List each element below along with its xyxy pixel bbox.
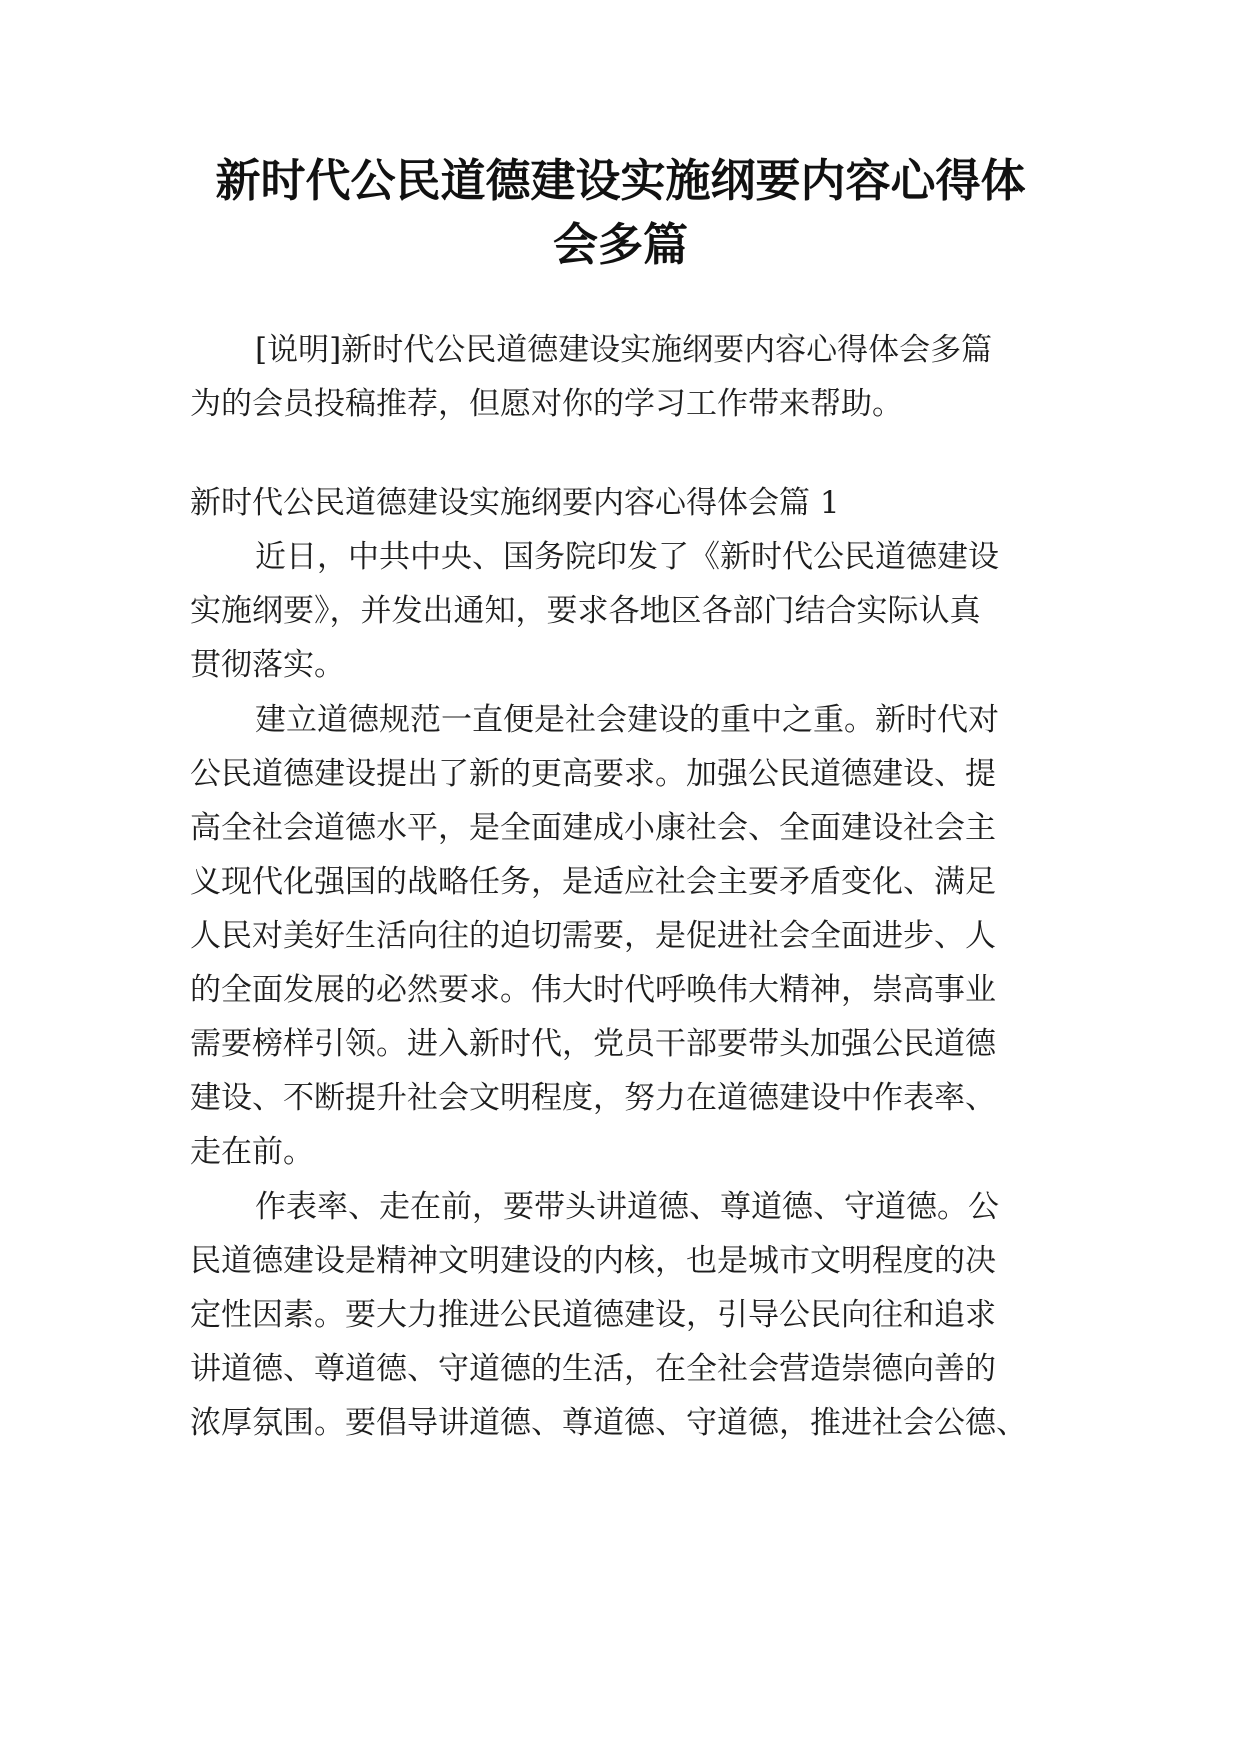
paragraph-line: 讲道德、尊道德、守道德的生活，在全社会营造崇德向善的 [190,1351,996,1387]
document-title-line-1: 新时代公民道德建设实施纲要内容心得体 [215,154,1026,207]
paragraph-line: 人民对美好生活向往的迫切需要，是促进社会全面进步、人 [190,918,996,954]
paragraph-line: 的全面发展的必然要求。伟大时代呼唤伟大精神，崇高事业 [190,972,996,1008]
paragraph-line: 作表率、走在前，要带头讲道德、尊道德、守道德。公 [255,1189,999,1225]
paragraph-line: 公民道德建设提出了新的更高要求。加强公民道德建设、提 [190,756,996,792]
paragraph-line: 浓厚氛围。要倡导讲道德、尊道德、守道德，推进社会公德、 [190,1405,1027,1441]
paragraph-line: 民道德建设是精神文明建设的内核，也是城市文明程度的决 [190,1243,996,1279]
paragraph-line: 义现代化强国的战略任务，是适应社会主要矛盾变化、满足 [190,864,996,900]
document-title-line-2: 会多篇 [552,218,688,271]
paragraph-line: 高全社会道德水平，是全面建成小康社会、全面建设社会主 [190,810,996,846]
intro-line: 为的会员投稿推荐，但愿对你的学习工作带来帮助。 [190,386,903,422]
paragraph-line: 建立道德规范一直便是社会建设的重中之重。新时代对 [255,702,999,738]
paragraph-line: 实施纲要》，并发出通知，要求各地区各部门结合实际认真 [190,593,981,629]
section-heading: 新时代公民道德建设实施纲要内容心得体会篇 1 [190,485,840,521]
paragraph-line: 近日，中共中央、国务院印发了《新时代公民道德建设 [255,539,999,575]
paragraph-line: 需要榜样引领。进入新时代，党员干部要带头加强公民道德 [190,1026,996,1062]
intro-line: [说明]新时代公民道德建设实施纲要内容心得体会多篇 [255,332,993,368]
paragraph-line: 走在前。 [190,1134,314,1170]
paragraph-line: 定性因素。要大力推进公民道德建设，引导公民向往和追求 [190,1297,996,1333]
paragraph-line: 建设、不断提升社会文明程度，努力在道德建设中作表率、 [190,1080,996,1116]
paragraph-line: 贯彻落实。 [190,647,345,683]
